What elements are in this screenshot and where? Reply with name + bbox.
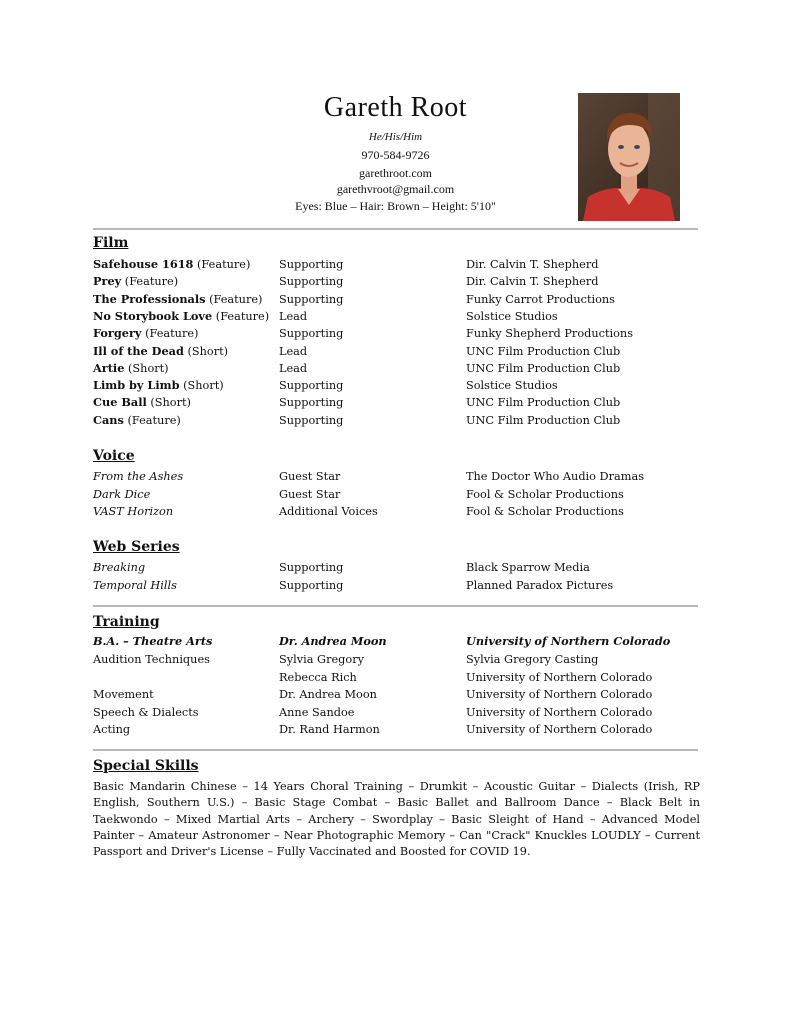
credit-role: Supporting <box>279 258 344 271</box>
degree-instructor: Dr. Andrea Moon <box>279 634 387 648</box>
credit-role: Additional Voices <box>279 505 378 518</box>
web-series-credit-row <box>93 559 703 576</box>
credit-company: Fool & Scholar Productions <box>466 487 624 501</box>
credit-role: Supporting <box>279 413 344 427</box>
section-title-film: Film <box>93 235 129 251</box>
training-row <box>93 651 703 668</box>
credit-role: Supporting <box>279 561 344 574</box>
credit-title-cell <box>93 291 262 308</box>
credit-type: (Feature) <box>209 292 263 306</box>
credit-company: UNC Film Production Club <box>466 413 621 427</box>
credit-company: Solstice Studios <box>466 309 558 323</box>
email: garethvroot@gmail.com <box>336 182 455 196</box>
training-instructor: Dr. Rand Harmon <box>279 723 380 736</box>
training-subject: Movement <box>93 688 154 701</box>
training-subject: Acting <box>93 723 131 736</box>
training-instructor: Rebecca Rich <box>279 670 357 684</box>
credit-title: From the Ashes <box>93 470 184 483</box>
credit-company: Fool & Scholar Productions <box>466 505 624 518</box>
credit-type: (Short) <box>183 379 224 393</box>
film-credit-row <box>93 360 703 377</box>
training-subject: Audition Techniques <box>93 653 210 666</box>
training-school: Sylvia Gregory Casting <box>466 653 599 666</box>
credit-type: (Short) <box>128 361 169 375</box>
special-skills-text: Basic Mandarin Chinese – 14 Years Choral Training – Drumkit – Acoustic Guitar – Dialects (Irish, RP English, Southern U.S.) – Basic Stage Combat – Basic Ballet and Ballroom Dance – Black Belt in Taekwondo – Mixed Martial Arts – Archery – Swordplay – Basic Sleight of Hand – Advanced Model Painter – Amateur Astronomer – Near Photographic Memory – Can "Crack" Knuckles LOUDLY – Current Passport and Driver's License – Fully Vaccinated and Boosted for COVID 19. <box>93 780 700 859</box>
credit-title-cell <box>93 308 269 325</box>
credit-type: (Feature) <box>127 413 181 427</box>
credit-role: Lead <box>279 309 308 323</box>
physical-stats: Eyes: Blue – Hair: Brown – Height: 5'10" <box>295 199 496 213</box>
credit-company: UNC Film Production Club <box>466 344 621 358</box>
credit-title: VAST Horizon <box>93 505 174 518</box>
credit-company: Funky Carrot Productions <box>466 292 615 306</box>
credit-company: UNC Film Production Club <box>466 361 621 375</box>
credit-title: The Professionals <box>93 291 206 306</box>
film-credit-row <box>93 308 703 325</box>
credit-role: Supporting <box>279 396 344 410</box>
training-degree-row <box>93 633 703 650</box>
credit-title-cell <box>93 377 224 394</box>
training-row <box>93 704 703 721</box>
training-school: University of Northern Colorado <box>466 688 653 701</box>
training-instructor: Sylvia Gregory <box>279 653 364 666</box>
credit-title: Breaking <box>93 561 146 574</box>
credit-company: Dir. Calvin T. Shepherd <box>466 275 599 289</box>
credit-company: Planned Paradox Pictures <box>466 578 614 592</box>
training-subject: Speech & Dialects <box>93 705 199 719</box>
credit-title-cell <box>93 273 178 290</box>
training-school: University of Northern Colorado <box>466 723 653 736</box>
credit-role: Supporting <box>279 578 344 592</box>
pronouns: He/His/Him <box>368 131 423 143</box>
headshot-photo <box>578 93 680 221</box>
divider <box>93 605 698 607</box>
training-instructor: Dr. Andrea Moon <box>279 688 377 701</box>
credit-title: Ill of the Dead <box>93 343 184 358</box>
voice-credit-row <box>93 503 703 520</box>
section-title-training: Training <box>93 614 160 630</box>
credit-title: Temporal Hills <box>93 578 177 592</box>
divider <box>93 228 698 230</box>
website: garethroot.com <box>359 166 432 180</box>
voice-credit-row <box>93 468 703 485</box>
degree-school: University of Northern Colorado <box>466 634 671 648</box>
training-row <box>93 721 703 738</box>
film-credit-row <box>93 325 703 342</box>
credit-title: Artie <box>93 360 125 375</box>
credit-type: (Feature) <box>145 327 199 341</box>
training-row <box>93 669 703 686</box>
credit-title: Cans <box>93 412 124 427</box>
credit-company: Solstice Studios <box>466 379 558 393</box>
training-instructor: Anne Sandoe <box>279 705 355 719</box>
training-row <box>93 686 703 703</box>
section-title-special-skills: Special Skills <box>93 758 199 774</box>
credit-title-cell <box>93 343 228 360</box>
credit-company: Funky Shepherd Productions <box>466 327 633 341</box>
credit-role: Guest Star <box>279 470 341 483</box>
divider <box>93 749 698 751</box>
credit-role: Lead <box>279 361 308 375</box>
film-credit-row <box>93 291 703 308</box>
credit-company: UNC Film Production Club <box>466 396 621 410</box>
training-school: University of Northern Colorado <box>466 670 653 684</box>
film-credit-row <box>93 273 703 290</box>
credit-title-cell <box>93 256 250 273</box>
credit-type: (Short) <box>187 344 229 358</box>
training-school: University of Northern Colorado <box>466 705 653 719</box>
credit-company: Dir. Calvin T. Shepherd <box>466 258 599 271</box>
phone: 970-584-9726 <box>361 148 430 162</box>
credit-title: Forgery <box>93 326 142 341</box>
web-series-credit-row <box>93 577 703 594</box>
credit-type: (Feature) <box>197 258 251 271</box>
credit-role: Supporting <box>279 275 344 289</box>
film-credit-row <box>93 412 703 429</box>
degree: B.A. – Theatre Arts <box>93 634 213 648</box>
film-credit-row <box>93 256 703 273</box>
film-credit-row <box>93 394 703 411</box>
section-title-web-series: Web Series <box>93 539 180 555</box>
credit-title: Limb by Limb <box>93 378 180 393</box>
credit-role: Supporting <box>279 292 344 306</box>
credit-role: Lead <box>279 344 308 358</box>
credit-title-cell <box>93 412 181 429</box>
film-credit-row <box>93 343 703 360</box>
credit-title: No Storybook Love <box>93 308 213 323</box>
credit-company: Black Sparrow Media <box>466 561 590 574</box>
credit-title-cell <box>93 360 169 377</box>
credit-title-cell <box>93 325 198 342</box>
voice-credit-row <box>93 486 703 503</box>
credit-title-cell <box>93 394 191 411</box>
section-title-voice: Voice <box>93 448 135 464</box>
actor-name: Gareth Root <box>323 92 468 123</box>
credit-role: Supporting <box>279 379 344 393</box>
credit-company: The Doctor Who Audio Dramas <box>466 470 644 483</box>
credit-role: Guest Star <box>279 487 341 501</box>
credit-type: (Feature) <box>124 275 179 289</box>
credit-type: (Short) <box>150 396 191 410</box>
credit-role: Supporting <box>279 327 344 341</box>
credit-title: Safehouse 1618 <box>93 257 194 271</box>
credit-title: Dark Dice <box>93 487 151 501</box>
credit-title: Prey <box>93 274 122 289</box>
credit-type: (Feature) <box>215 309 270 323</box>
film-credit-row <box>93 377 703 394</box>
credit-title: Cue Ball <box>93 395 147 410</box>
